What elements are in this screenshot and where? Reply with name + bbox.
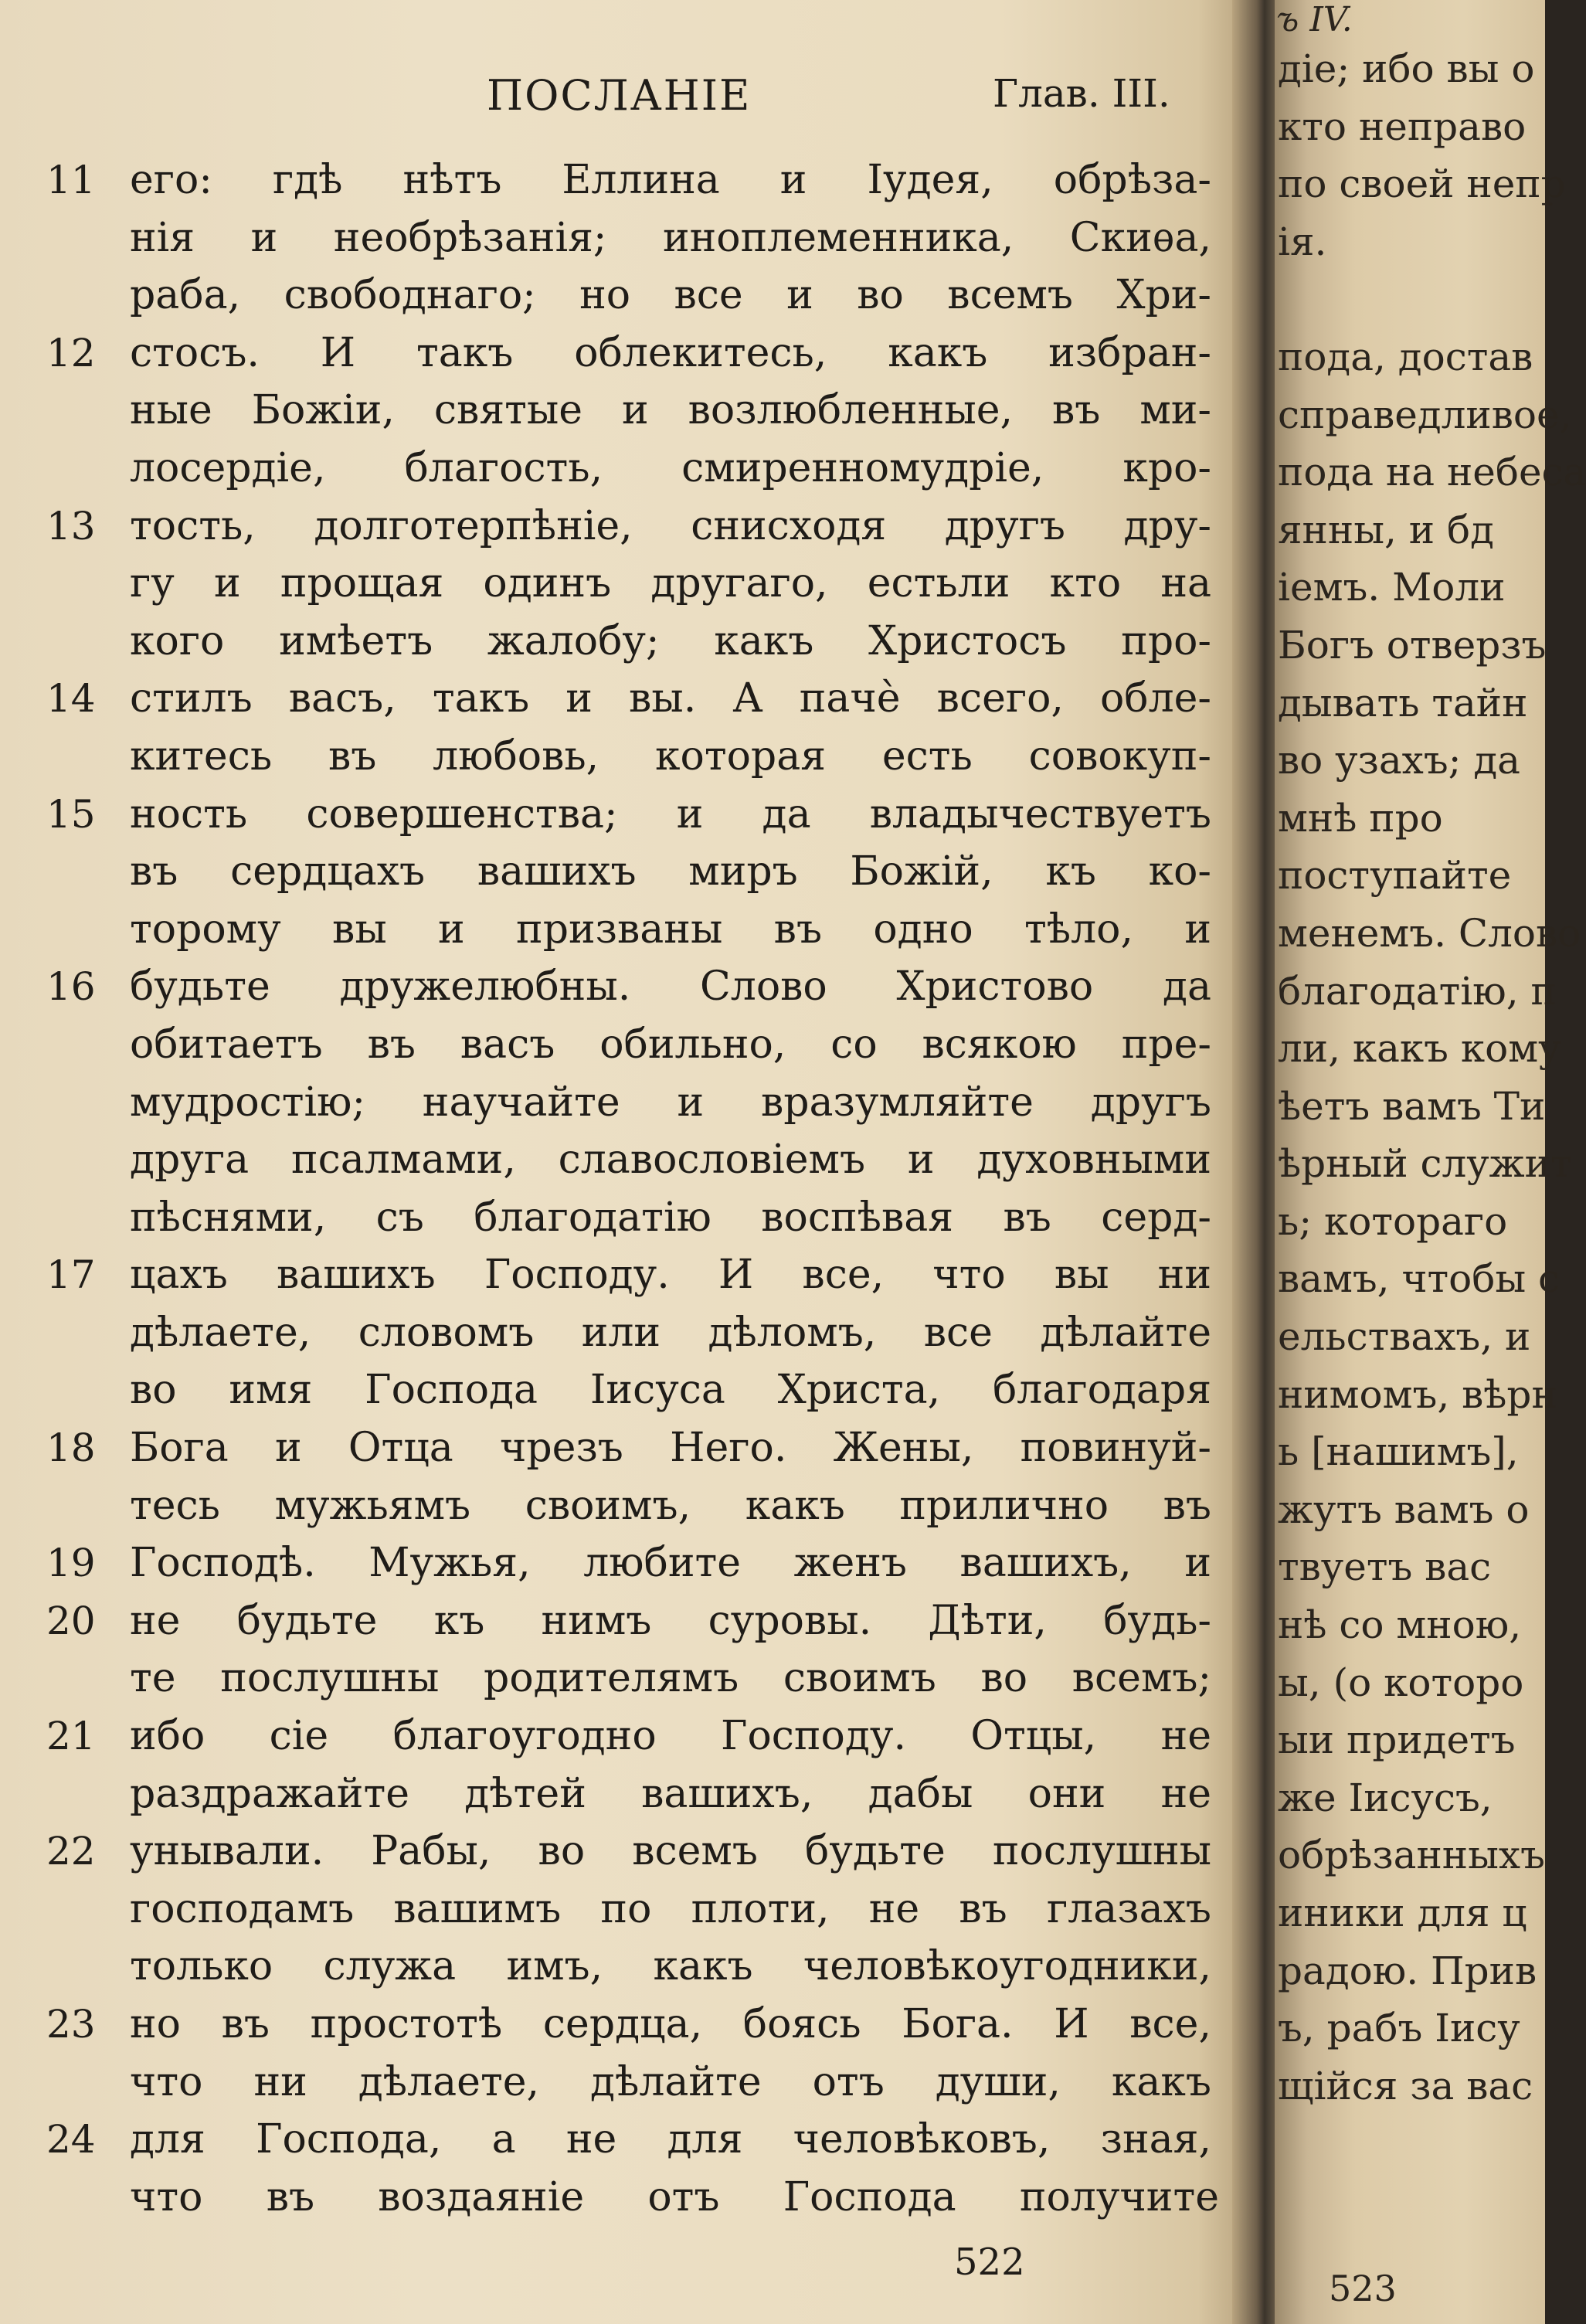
right-text-line: жутъ вамъ о: [1278, 1486, 1530, 1532]
text-line: [0, 670, 1236, 728]
line-text: китесь въ любовь, которая есть совокуп-: [130, 732, 1211, 780]
line-text: во имя Господа Iисуса Христа, благодаря: [130, 1367, 1211, 1414]
right-text-line: ельствахъ, и: [1278, 1314, 1531, 1360]
text-line: [0, 958, 1236, 1016]
line-text: унывали. Рабы, во всемъ будьте послушны: [130, 1828, 1211, 1875]
line-text: обитаетъ въ васъ обильно, со всякою пре-: [130, 1021, 1211, 1068]
right-text-line: благодатiю, п: [1278, 968, 1557, 1014]
right-text-line: мнѣ про: [1278, 795, 1443, 841]
right-text-line: иники для ц: [1278, 1891, 1527, 1935]
right-text-line: ъ, рабъ Iису: [1278, 2006, 1520, 2051]
text-line: [0, 209, 1236, 267]
right-page: [1275, 0, 1586, 2324]
line-text: ные Божiи, святые и возлюбленные, въ ми-: [130, 387, 1211, 434]
right-text-line: щiйся за вас: [1278, 2063, 1533, 2108]
right-text-line: же Iисусъ,: [1278, 1775, 1493, 1820]
text-line: [0, 1419, 1236, 1477]
line-text: въ сердцахъ вашихъ миръ Божiй, къ ко-: [130, 848, 1211, 895]
line-text: стосъ. И такъ облекитесь, какъ избран-: [130, 329, 1211, 376]
right-text-line: пода, достав: [1278, 334, 1533, 379]
text-line: [0, 786, 1236, 844]
right-text-line: во узахъ; да: [1278, 738, 1520, 783]
text-line: [0, 498, 1236, 556]
right-text-line: ы, (о которо: [1278, 1660, 1524, 1705]
page-header: [0, 71, 1236, 133]
right-text-line: нимомъ, вѣрн: [1278, 1371, 1557, 1417]
text-line: [0, 324, 1236, 382]
verse-number: 12: [46, 330, 96, 375]
text-line: [0, 1592, 1236, 1650]
text-line: [0, 151, 1236, 209]
chapter-label: Глав. III.: [993, 71, 1170, 116]
text-line: [0, 901, 1236, 959]
line-text: гу и прощая одинъ другаго, естьли кто на: [130, 560, 1211, 607]
verse-number: 22: [46, 1829, 96, 1874]
text-line: [0, 843, 1236, 901]
right-text-line: ь [нашимъ],: [1278, 1429, 1519, 1475]
line-text: Господѣ. Мужья, любите женъ вашихъ, и: [130, 1540, 1211, 1587]
line-text: те послушны родителямъ своимъ во всемъ;: [130, 1655, 1211, 1702]
line-text: тость, долготерпѣнiе, снисходя другъ дру-: [130, 502, 1211, 549]
line-text: но въ простотѣ сердца, боясь Бога. И все,: [130, 2001, 1211, 2047]
line-text: что въ воздаянiе отъ Господа получите: [130, 2173, 1219, 2220]
text-line: [0, 1304, 1236, 1362]
line-text: для Господа, а не для человѣковъ, зная,: [130, 2116, 1211, 2163]
text-line: [0, 1938, 1236, 1996]
right-text-line: ли, какъ кому: [1278, 1026, 1561, 1072]
line-text: не будьте къ нимъ суровы. Дѣти, будь-: [130, 1597, 1211, 1644]
line-text: ибо сiе благоугодно Господу. Отцы, не: [130, 1713, 1211, 1760]
text-line: [0, 2169, 1236, 2227]
text-line: [0, 1074, 1236, 1132]
text-line: [0, 1189, 1236, 1247]
line-text: ность совершенства; и да владычествуетъ: [130, 790, 1211, 838]
line-text: друга псалмами, славословiемъ и духовными: [130, 1137, 1211, 1184]
verse-number: 20: [46, 1598, 96, 1643]
right-text-line: дiе; ибо вы о: [1278, 46, 1535, 91]
text-line: [0, 1246, 1236, 1304]
verse-number: 11: [46, 158, 96, 202]
right-text-line: Богъ отверзъ: [1278, 622, 1547, 668]
right-text-line: радою. Прив: [1278, 1948, 1537, 1993]
text-body: [0, 151, 1236, 2226]
right-text-body: [1275, 40, 1586, 2115]
right-text-line: дывать тайн: [1278, 680, 1528, 725]
text-line: [0, 1016, 1236, 1074]
right-text-line: ь; котораго: [1278, 1198, 1508, 1244]
line-text: дѣлаете, словомъ или дѣломъ, все дѣлайте: [130, 1309, 1211, 1356]
right-text-line: пода на небеса: [1278, 450, 1586, 495]
text-line: [0, 440, 1236, 498]
text-line: [0, 1707, 1236, 1765]
text-line: [0, 728, 1236, 786]
verse-number: 15: [46, 791, 96, 837]
verse-number: 21: [46, 1714, 96, 1759]
line-text: стилъ васъ, такъ и вы. А пачѐ всего, обле-: [130, 675, 1211, 722]
line-text: будьте дружелюбны. Слово Христово да: [130, 963, 1211, 1011]
text-line: [0, 2054, 1236, 2112]
line-text: мудростiю; научайте и вразумляйте другъ: [130, 1079, 1211, 1126]
line-text: лосердiе, благость, смиренномудрiе, кро-: [130, 444, 1211, 491]
running-title: ПОСЛАНIЕ: [487, 71, 752, 120]
page-number: 522: [954, 2241, 1025, 2284]
line-text: Бога и Отца чрезъ Него. Жены, повинуй-: [130, 1425, 1211, 1472]
verse-number: 13: [46, 503, 96, 549]
line-text: что ни дѣлаете, дѣлайте отъ души, какъ: [130, 2058, 1211, 2105]
right-text-line: ѣетъ вамъ Ти: [1278, 1083, 1546, 1129]
line-text: пѣснями, съ благодатiю воспѣвая въ серд-: [130, 1194, 1211, 1241]
verse-number: 19: [46, 1541, 96, 1586]
right-text-line: вамъ, чтобы с: [1278, 1256, 1561, 1302]
verse-number: 23: [46, 2002, 96, 2047]
text-line: [0, 555, 1236, 613]
verse-number: 16: [46, 964, 96, 1010]
right-text-line: нѣ со мною,: [1278, 1602, 1522, 1648]
verse-number: 24: [46, 2117, 96, 2163]
right-text-line: поступайте: [1278, 853, 1512, 899]
right-text-line: справедливое,: [1278, 392, 1572, 437]
right-text-line: по своей непр: [1278, 161, 1566, 207]
right-text-line: обрѣзанныхъ: [1278, 1833, 1545, 1878]
right-page-header-fragment: ъ IV.: [1276, 0, 1353, 39]
text-line: [0, 1996, 1236, 2054]
text-line: [0, 1477, 1236, 1535]
text-line: [0, 1823, 1236, 1881]
right-text-line: кто неправо: [1278, 104, 1527, 149]
text-line: [0, 1881, 1236, 1938]
verse-number: 14: [46, 676, 96, 722]
text-line: [0, 382, 1236, 440]
line-text: господамъ вашимъ по плоти, не въ глазахъ: [130, 1885, 1211, 1932]
right-page-number: 523: [1329, 2268, 1397, 2309]
right-text-line: iемъ. Моли: [1278, 565, 1506, 610]
text-line: [0, 1650, 1236, 1707]
right-text-line: ыи придетъ: [1278, 1718, 1516, 1763]
right-text-line: твуетъ вас: [1278, 1544, 1492, 1590]
line-text: тесь мужьямъ своимъ, какъ прилично въ: [130, 1482, 1211, 1529]
line-text: его: гдѣ нѣтъ Еллина и Iудея, обрѣза-: [130, 157, 1211, 203]
text-line: [0, 1361, 1236, 1419]
right-text-line: ѣрный служит: [1278, 1141, 1572, 1187]
verse-number: 18: [46, 1425, 96, 1471]
text-line: [0, 1131, 1236, 1189]
line-text: торому вы и призваны въ одно тѣло, и: [130, 905, 1211, 953]
text-line: [0, 1765, 1236, 1823]
line-text: нiя и необрѣзанiя; иноплеменника, Скиѳа,: [130, 214, 1211, 261]
right-text-line: менемъ. Слово: [1278, 910, 1581, 956]
line-text: раздражайте дѣтей вашихъ, дабы они не: [130, 1770, 1211, 1817]
text-line: [0, 1534, 1236, 1592]
text-line: [0, 2111, 1236, 2169]
line-text: только служа имъ, какъ человѣкоугодники,: [130, 1943, 1211, 1990]
right-text-line: янны, и бд: [1278, 507, 1494, 552]
line-text: раба, свободнаго; но все и во всемъ Хри-: [130, 272, 1211, 319]
text-line: [0, 613, 1236, 671]
verse-number: 17: [46, 1252, 96, 1298]
text-line: [0, 267, 1236, 324]
right-text-line: iя.: [1278, 219, 1327, 264]
line-text: цахъ вашихъ Господу. И все, что вы ни: [130, 1252, 1211, 1299]
right-text-line: [1275, 270, 1545, 328]
line-text: кого имѣетъ жалобу; какъ Христосъ про-: [130, 617, 1211, 664]
